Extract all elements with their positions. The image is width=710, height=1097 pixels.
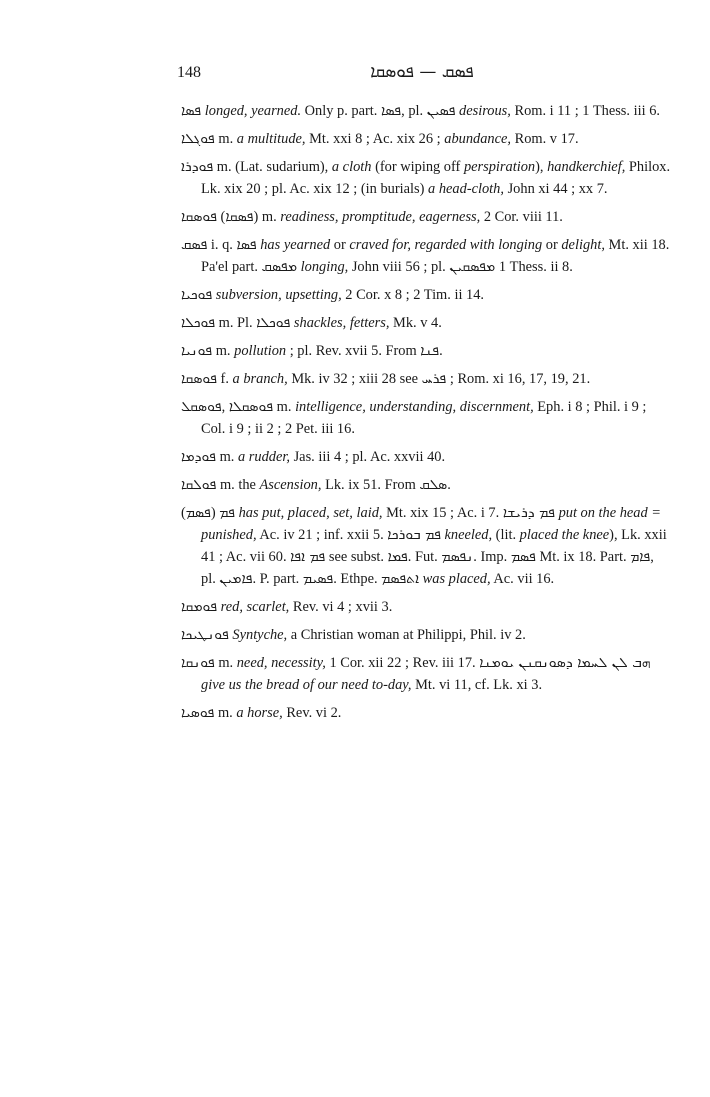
reference-text: 1 Cor. xii 22 ; Rev. iii 17. <box>325 655 480 671</box>
definition-text: longed, yearned. <box>201 103 302 119</box>
definition-text: was placed, <box>419 571 491 587</box>
syriac-word: ܦܘܕܪܐ <box>181 159 214 175</box>
definition-text: longing, <box>297 259 349 275</box>
reference-text: Mt. xii 18. Pa'el part. <box>201 237 670 275</box>
definition-text: intelligence, understanding, discernment, <box>295 399 534 415</box>
definition-text: red, scarlet, <box>217 599 290 615</box>
syriac-word: ܦܘܣܩܠ <box>181 399 222 415</box>
dictionary-entry <box>181 312 671 334</box>
reference-text: , pl. <box>201 549 654 587</box>
reference-text: Mt. xxi 8 ; Ac. xix 26 ; <box>305 131 445 147</box>
running-head: ܦܣܩ — ܦܘܣܩܐ <box>370 62 474 82</box>
syriac-word: ܦܘܢܝܐ <box>181 343 213 359</box>
reference-text: m. <box>212 343 235 359</box>
reference-text: , pl. <box>401 103 427 119</box>
syriac-word: ܦܘܢܛܝܟܐ <box>181 627 229 643</box>
reference-text: f. <box>216 371 233 387</box>
definition-text: perspiration <box>463 159 536 175</box>
reference-text: 2 Cor. viii 11. <box>480 209 563 225</box>
syriac-word: ܦܐܡ <box>630 549 651 565</box>
reference-text: or <box>330 237 350 253</box>
definition-text: a head-cloth, <box>428 181 504 197</box>
reference-text: Rev. vi 4 ; xvii 3. <box>289 599 393 615</box>
syriac-word: ܦܣܩܐ <box>225 209 254 225</box>
reference-text: Mt. ix 18. Part. <box>535 549 631 565</box>
definition-text: abundance, <box>444 131 511 147</box>
reference-text: Jas. iii 4 ; pl. Ac. xxvii 40. <box>289 449 446 465</box>
reference-text: (for wiping off <box>371 159 464 175</box>
definition-text: kneeled, <box>440 527 493 543</box>
syriac-word: ܦܣܐ <box>381 103 402 119</box>
syriac-word: ܦܘܣܩܐ <box>181 209 217 225</box>
definition-text: has yearned <box>256 237 331 253</box>
reference-text: Mk. iv 32 ; xiii 28 see <box>287 371 422 387</box>
reference-text: . P. part. <box>252 571 303 587</box>
dictionary-entry <box>181 284 671 306</box>
reference-text: Philox. Lk. xix 20 ; pl. Ac. xix 12 ; (in burials) <box>201 159 671 197</box>
reference-text: ) <box>210 505 220 521</box>
reference-text: 2 Cor. x 8 ; 2 Tim. ii 14. <box>341 287 485 303</box>
syriac-word: ܦܘܕܡܐ <box>181 449 217 465</box>
definition-text: subversion, upsetting, <box>212 287 342 303</box>
definition-text: desirous, <box>455 103 511 119</box>
page-number: 148 <box>177 64 201 81</box>
reference-text: ; Rom. xi 16, 17, 19, 21. <box>446 371 591 387</box>
dictionary-entry <box>181 474 671 496</box>
syriac-word: ܦܪܚ <box>421 371 447 387</box>
dictionary-entry <box>181 128 671 150</box>
syriac-word: ܦܘܟܠܐ <box>256 315 291 331</box>
reference-text: m. <box>216 449 239 465</box>
syriac-word: ܦܘܟܝܐ <box>181 287 213 303</box>
dictionary-entry <box>181 702 671 724</box>
syriac-word: ܦܘܓܠܐ <box>181 131 215 147</box>
dictionary-entry <box>181 156 671 200</box>
syriac-word: ܦܘܣܩܠܐ <box>228 399 274 415</box>
definition-text: craved for, regarded with longing <box>349 237 543 253</box>
syriac-word: ܦܣܐ <box>181 103 202 119</box>
syriac-word: ܦܘܟܠܐ <box>181 315 216 331</box>
page-header <box>177 64 667 88</box>
reference-text: m. <box>214 131 237 147</box>
reference-text: Mk. v 4. <box>389 315 442 331</box>
definition-text: a horse, <box>236 705 283 721</box>
definition-text: readiness, promptitude, eagerness, <box>280 209 481 225</box>
reference-text: . Ethpe. <box>333 571 382 587</box>
dictionary-entry <box>181 206 671 228</box>
reference-text: ( <box>216 209 226 225</box>
syriac-word: ܦܡ ܒܘܪܟܐ <box>387 527 441 543</box>
reference-text: Only p. part. <box>301 103 381 119</box>
syriac-word: ܡܦܣܩ <box>261 259 298 275</box>
reference-text: Rom. i 11 ; 1 Thess. iii 6. <box>510 103 660 119</box>
definition-text: has put, placed, set, laid, <box>235 505 383 521</box>
definition-text: a multitude, <box>236 131 306 147</box>
reference-text: ), <box>535 159 548 175</box>
reference-text: m. <box>273 399 296 415</box>
reference-text: ) m. <box>253 209 281 225</box>
dictionary-entry <box>181 596 671 618</box>
dictionary-entry <box>181 396 671 440</box>
dictionary-entry <box>181 502 671 590</box>
dictionary-entry <box>181 100 671 122</box>
definition-text: a cloth <box>331 159 372 175</box>
syriac-word: ܦܘܡܩܐ <box>181 599 218 615</box>
definition-text: placed the knee <box>519 527 610 543</box>
definition-text: give us the bread of our need to-day, <box>201 677 412 693</box>
reference-text: . <box>447 477 451 493</box>
reference-text: Mt. xix 15 ; Ac. i 7. <box>382 505 503 521</box>
reference-text: . Fut. <box>407 549 442 565</box>
dictionary-entry <box>181 234 671 278</box>
reference-text: see subst. <box>325 549 388 565</box>
reference-text: m. <box>214 705 237 721</box>
syriac-word: ܦܢܐ <box>420 343 440 359</box>
syriac-word: ܦܘܠܩܐ <box>181 477 217 493</box>
syriac-word: ܗܒ ܠܢ ܠܚܡܐ ܕܣܘܢܩܢܢ ܝܘܡܢܐ <box>479 655 651 671</box>
reference-text: Eph. i 8 ; Phil. i 9 ; Col. i 9 ; ii 2 ; 2 Pet. iii 16. <box>201 399 647 437</box>
definition-text: pollution <box>234 343 287 359</box>
reference-text: m. the <box>216 477 260 493</box>
reference-text: or <box>542 237 562 253</box>
reference-text: Rom. v 17. <box>511 131 579 147</box>
syriac-word: ܦܐܡܝܢ <box>219 571 253 587</box>
definition-text: need, necessity, <box>236 655 326 671</box>
reference-text: , <box>221 399 229 415</box>
syriac-word: ܦܘܣܩܐ <box>181 371 217 387</box>
syriac-word: ܦܘܢܩܐ <box>181 655 215 671</box>
syriac-word: ܦܣܝܡ <box>302 571 334 587</box>
definition-text: a rudder, <box>238 449 290 465</box>
reference-text: i. q. <box>207 237 237 253</box>
syriac-word: ܦܣܩ <box>181 237 208 253</box>
dictionary-entry <box>181 652 671 696</box>
reference-text: John viii 56 ; pl. <box>348 259 450 275</box>
definition-text: Syntyche, <box>228 627 288 643</box>
syriac-word: ܦܡ <box>219 505 235 521</box>
reference-text: . Imp. <box>473 549 511 565</box>
dictionary-entries <box>181 100 671 730</box>
definition-text: a branch, <box>232 371 288 387</box>
definition-text: delight, <box>561 237 605 253</box>
reference-text: ; pl. Rev. xvii 5. From <box>286 343 421 359</box>
syriac-word: ܡܦܣܩܝܢ <box>449 259 496 275</box>
reference-text: (lit. <box>492 527 520 543</box>
reference-text: a Christian woman at Philippi, Phil. iv 2. <box>287 627 526 643</box>
syriac-word: ܦܡܐ <box>387 549 408 565</box>
reference-text: ), Lk. xxii 41 ; Ac. vii 60. <box>201 527 667 565</box>
definition-text: Ascension, <box>259 477 322 493</box>
dictionary-entry <box>181 446 671 468</box>
reference-text: 1 Thess. ii 8. <box>495 259 573 275</box>
dictionary-entry <box>181 340 671 362</box>
definition-text: handkerchief, <box>547 159 626 175</box>
reference-text: ( <box>181 505 186 521</box>
syriac-word: ܢܦܣܡ <box>441 549 474 565</box>
syriac-word: ܦܡ ܐܦܐ <box>290 549 326 565</box>
syriac-word: ܦܣܐ <box>236 237 257 253</box>
dictionary-entry <box>181 368 671 390</box>
syriac-word: ܦܡ ܕܪܝܫܐ <box>502 505 555 521</box>
reference-text: Ac. vii 16. <box>490 571 555 587</box>
syriac-word: ܦܣܡ <box>185 505 211 521</box>
reference-text: . <box>439 343 443 359</box>
reference-text: Ac. iv 21 ; inf. xxii 5. <box>256 527 388 543</box>
dictionary-entry <box>181 624 671 646</box>
definition-text: put on the head = punished, <box>201 505 662 543</box>
reference-text: m. <box>214 655 237 671</box>
reference-text: m. Pl. <box>215 315 257 331</box>
reference-text: Lk. ix 51. From <box>321 477 420 493</box>
reference-text: m. (Lat. sudarium), <box>213 159 332 175</box>
syriac-word: ܦܘܣܝܐ <box>181 705 215 721</box>
syriac-word: ܣܠܩ <box>419 477 448 493</box>
syriac-word: ܦܣܡ <box>510 549 536 565</box>
reference-text: Rev. vi 2. <box>282 705 342 721</box>
reference-text: Mt. vi 11, cf. Lk. xi 3. <box>411 677 543 693</box>
syriac-word: ܦܣܝܢ <box>426 103 456 119</box>
reference-text: John xi 44 ; xx 7. <box>503 181 608 197</box>
definition-text: shackles, fetters, <box>290 315 390 331</box>
syriac-word: ܐܬܦܣܡ <box>381 571 420 587</box>
